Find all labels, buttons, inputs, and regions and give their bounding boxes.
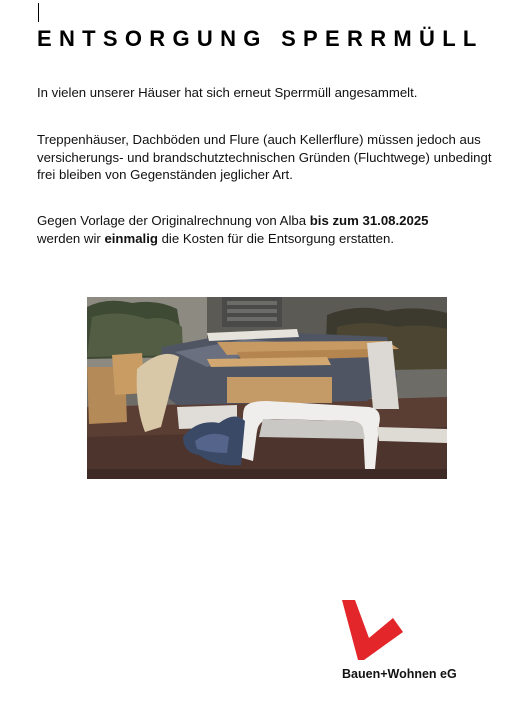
refund-text-2: werden wir bbox=[37, 230, 105, 246]
refund-text-1: Gegen Vorlage der Originalrechnung von Alba bbox=[37, 213, 310, 228]
intro-paragraph: In vielen unserer Häuser hat sich erneut Sperrmüll angesammelt. bbox=[37, 85, 418, 100]
deadline-date: bis zum 31.08.2025 bbox=[309, 213, 429, 228]
notice-paragraph: Treppenhäuser, Dachböden und Flure (auch Kellerflure) müssen jedoch aus versicherungs- und brandschutztechnischen Gründen (Fluchtwege) unbedingt frei bleiben von Gegenständen jeglicher Art. bbox=[37, 132, 492, 182]
bulky-waste-photo bbox=[87, 297, 447, 479]
once-emphasis: einmalig bbox=[104, 230, 158, 246]
refund-paragraph bbox=[37, 212, 497, 247]
company-logo-text: Bauen+Wohnen eG bbox=[342, 667, 457, 681]
refund-text-3: die Kosten für die Entsorgung erstatten. bbox=[157, 230, 394, 246]
text-cursor bbox=[38, 3, 39, 22]
bauen-wohnen-logo-mark bbox=[342, 598, 406, 660]
page-title: ENTSORGUNG SPERRMÜLL bbox=[37, 26, 484, 51]
